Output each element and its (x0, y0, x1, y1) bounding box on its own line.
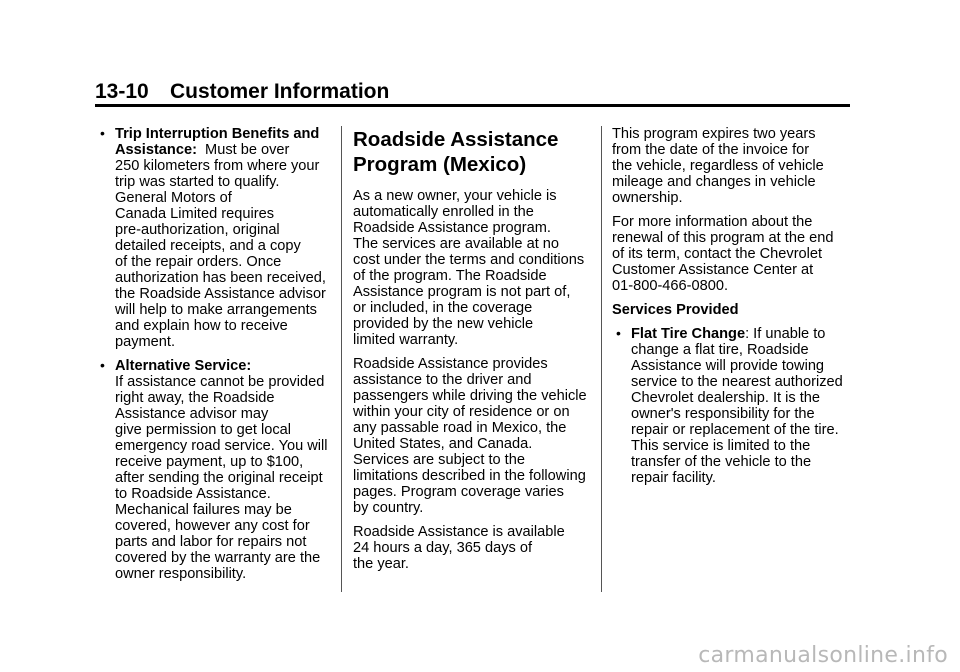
services-subheading: Services Provided (612, 302, 739, 318)
item-text: : If unable to (745, 326, 826, 342)
para-line: limited warranty. (353, 332, 459, 348)
item-text: Must be over (196, 142, 290, 158)
item-line: receive payment, up to $100, (115, 454, 304, 470)
para-line: 01-800-466-0800. (612, 278, 729, 294)
para-line: of its term, contact the Chevrolet (612, 246, 823, 262)
page-header (95, 78, 850, 106)
item-line: Assistance will provide towing (631, 358, 825, 374)
para-line: or included, in the coverage (353, 300, 533, 316)
para-line: Roadside Assistance provides (353, 356, 548, 372)
bullet-flat-tire-change (612, 326, 852, 486)
para-line: Roadside Assistance program. (353, 220, 551, 236)
item-line: the Roadside Assistance advisor (115, 286, 326, 302)
bullet-icon: • (100, 125, 105, 141)
column-divider-1 (341, 126, 342, 592)
item-line: after sending the original receipt (115, 470, 323, 486)
para-line: pages. Program coverage varies (353, 484, 564, 500)
para-line: 24 hours a day, 365 days of (353, 540, 533, 556)
item-line: owner's responsibility for the (631, 406, 815, 422)
item-line: Assistance advisor may (115, 406, 269, 422)
item-line: Mechanical failures may be (115, 502, 292, 518)
watermark: carmanualsonline.info (698, 643, 948, 668)
header-rule (95, 104, 850, 107)
paragraph-renewal (612, 214, 852, 294)
item-line: change a flat tire, Roadside (631, 342, 809, 358)
item-line (631, 326, 852, 342)
item-line: pre-authorization, original (115, 222, 280, 238)
para-line: ownership. (612, 190, 683, 206)
para-line: Customer Assistance Center at (612, 262, 814, 278)
para-line: assistance to the driver and (353, 372, 532, 388)
heading-line: Program (Mexico) (353, 153, 527, 176)
item-line: authorization has been received, (115, 270, 326, 286)
column-3 (612, 126, 852, 494)
item-line: If assistance cannot be provided (115, 374, 325, 390)
para-line: provided by the new vehicle (353, 316, 534, 332)
para-line: As a new owner, your vehicle is (353, 188, 557, 204)
item-line: This service is limited to the (631, 438, 811, 454)
bullet-icon: • (616, 325, 621, 341)
item-line: to Roadside Assistance. (115, 486, 271, 502)
item-line: transfer of the vehicle to the (631, 454, 812, 470)
para-line: by country. (353, 500, 424, 516)
para-line: United States, and Canada. (353, 436, 533, 452)
para-line: The services are available at no (353, 236, 560, 252)
item-line: covered, however any cost for (115, 518, 310, 534)
bullet-trip-interruption (96, 126, 336, 350)
para-line: from the date of the invoice for (612, 142, 810, 158)
item-line: right away, the Roadside (115, 390, 275, 406)
item-line: will help to make arrangements (115, 302, 317, 318)
item-line: General Motors of (115, 190, 232, 206)
para-line: automatically enrolled in the (353, 204, 534, 220)
item-line: repair or replacement of the tire. (631, 422, 839, 438)
item-line: repair facility. (631, 470, 716, 486)
para-line: Assistance program is not part of, (353, 284, 571, 300)
item-line: 250 kilometers from where your (115, 158, 320, 174)
para-line: passengers while driving the vehicle (353, 388, 587, 404)
column-2 (353, 126, 593, 580)
para-line: within your city of residence or on (353, 404, 570, 420)
para-line: Services are subject to the (353, 452, 525, 468)
item-line (115, 142, 336, 158)
item-line: owner responsibility. (115, 566, 247, 582)
item-line: parts and labor for repairs not (115, 534, 307, 550)
paragraph-coverage (353, 356, 593, 516)
section-heading (353, 127, 593, 177)
para-line: cost under the terms and conditions (353, 252, 585, 268)
para-line: This program expires two years (612, 126, 816, 142)
para-line: mileage and changes in vehicle (612, 174, 816, 190)
item-label-line: Trip Interruption Benefits and (115, 126, 320, 142)
para-line: renewal of this program at the end (612, 230, 834, 246)
item-line: Chevrolet dealership. It is the (631, 390, 821, 406)
heading-line: Roadside Assistance (353, 128, 559, 151)
para-line: For more information about the (612, 214, 813, 230)
item-line: Canada Limited requires (115, 206, 274, 222)
para-line: of the program. The Roadside (353, 268, 547, 284)
bullet-alternative-service (96, 358, 336, 582)
item-label-line: Assistance: (115, 142, 197, 158)
paragraph-enrollment (353, 188, 593, 348)
item-line: and explain how to receive (115, 318, 288, 334)
para-line: any passable road in Mexico, the (353, 420, 567, 436)
para-line: the vehicle, regardless of vehicle (612, 158, 824, 174)
para-line: the year. (353, 556, 409, 572)
paragraph-expiry (612, 126, 852, 206)
item-line: service to the nearest authorized (631, 374, 843, 390)
bullet-icon: • (100, 357, 105, 373)
item-line: covered by the warranty are the (115, 550, 321, 566)
column-1 (96, 126, 336, 590)
item-line: of the repair orders. Once (115, 254, 282, 270)
item-line: payment. (115, 334, 176, 350)
item-line: detailed receipts, and a copy (115, 238, 301, 254)
para-line: Roadside Assistance is available (353, 524, 565, 540)
item-line: give permission to get local (115, 422, 292, 438)
item-label-line: Alternative Service: (115, 358, 252, 374)
paragraph-availability (353, 524, 593, 572)
section-title: Customer Information (170, 80, 390, 103)
page-number: 13-10 (95, 80, 149, 103)
item-label: Flat Tire Change (631, 326, 746, 342)
para-line: limitations described in the following (353, 468, 586, 484)
column-divider-2 (601, 126, 602, 592)
item-line: trip was started to qualify. (115, 174, 280, 190)
item-line: emergency road service. You will (115, 438, 328, 454)
